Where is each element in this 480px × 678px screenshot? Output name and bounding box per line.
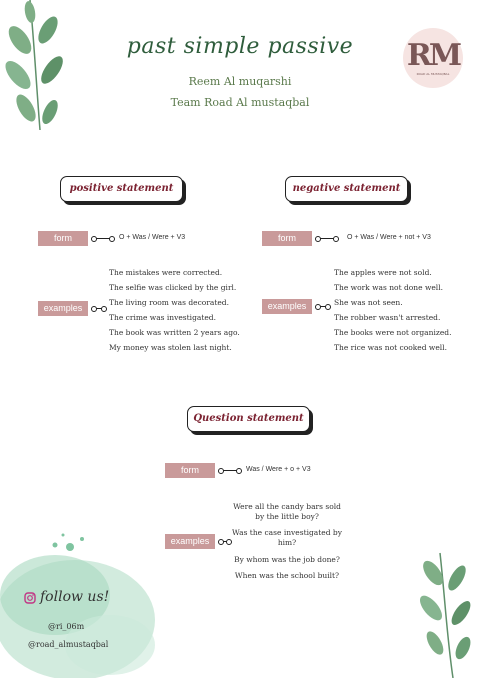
- question-example: By whom was the job done?: [234, 555, 340, 564]
- logo-initials: RM: [406, 38, 460, 73]
- instagram-icon: [24, 592, 36, 604]
- negative-example: The apples were not sold.: [334, 268, 432, 277]
- team-name: Team Road Al mustaqbal: [170, 96, 310, 109]
- negative-example: She was not seen.: [334, 298, 403, 307]
- negative-example: The books were not organized.: [334, 328, 452, 337]
- leaf-branch-top-icon: [0, 0, 80, 140]
- positive-example: The mistakes were corrected.: [109, 268, 223, 277]
- logo-tagline: ROAD AL MUSTAQBAL: [416, 72, 450, 76]
- negative-heading: negative statement: [285, 176, 408, 202]
- connector-dot: [218, 539, 224, 545]
- connector-line: [320, 238, 334, 239]
- positive-example: The crime was investigated.: [109, 313, 216, 322]
- connector-line: [96, 238, 110, 239]
- question-heading: Question statement: [187, 406, 310, 432]
- positive-example: My money was stolen last night.: [109, 343, 232, 352]
- leaf-branch-bottom-icon: [415, 548, 480, 678]
- positive-examples-pill: examples: [38, 301, 88, 316]
- negative-example: The robber wasn't arrested.: [334, 313, 441, 322]
- connector-dot: [236, 468, 242, 474]
- negative-example: The work was not done well.: [334, 283, 443, 292]
- question-example: Were all the candy bars sold by the little boy?: [233, 502, 341, 521]
- positive-example: The living room was decorated.: [109, 298, 229, 307]
- negative-form-pill: form: [262, 231, 312, 246]
- negative-examples-pill: examples: [262, 299, 312, 314]
- page-title: past simple passive: [126, 34, 354, 59]
- connector-dot: [218, 468, 224, 474]
- positive-form-pill: form: [38, 231, 88, 246]
- connector-dot: [325, 304, 331, 310]
- follow-us-text: follow us!: [40, 589, 110, 605]
- connector-dot: [91, 236, 97, 242]
- positive-example: The book was written 2 years ago.: [109, 328, 240, 337]
- question-examples-pill: examples: [165, 534, 215, 549]
- connector-dot: [101, 306, 107, 312]
- connector-dot: [315, 304, 321, 310]
- connector-dot: [333, 236, 339, 242]
- question-formula: Was / Were + o + V3: [246, 466, 311, 473]
- positive-heading: positive statement: [60, 176, 183, 202]
- question-form-pill: form: [165, 463, 215, 478]
- connector-dot: [91, 306, 97, 312]
- logo-badge: [403, 28, 463, 88]
- connector-dot: [315, 236, 321, 242]
- negative-example: The rice was not cooked well.: [334, 343, 447, 352]
- question-example: Was the case investigated by him?: [232, 528, 342, 547]
- connector-dot: [109, 236, 115, 242]
- author-name: Reem Al muqarshi: [188, 75, 292, 88]
- positive-formula: O + Was / Were + V3: [119, 234, 186, 241]
- social-handle[interactable]: @ri_06m: [48, 622, 85, 631]
- positive-example: The selfie was clicked by the girl.: [109, 283, 237, 292]
- social-handle[interactable]: @road_almustaqbal: [28, 640, 109, 649]
- negative-formula: O + Was / Were + not + V3: [347, 234, 431, 241]
- connector-line: [223, 470, 237, 471]
- question-example: When was the school built?: [234, 571, 340, 580]
